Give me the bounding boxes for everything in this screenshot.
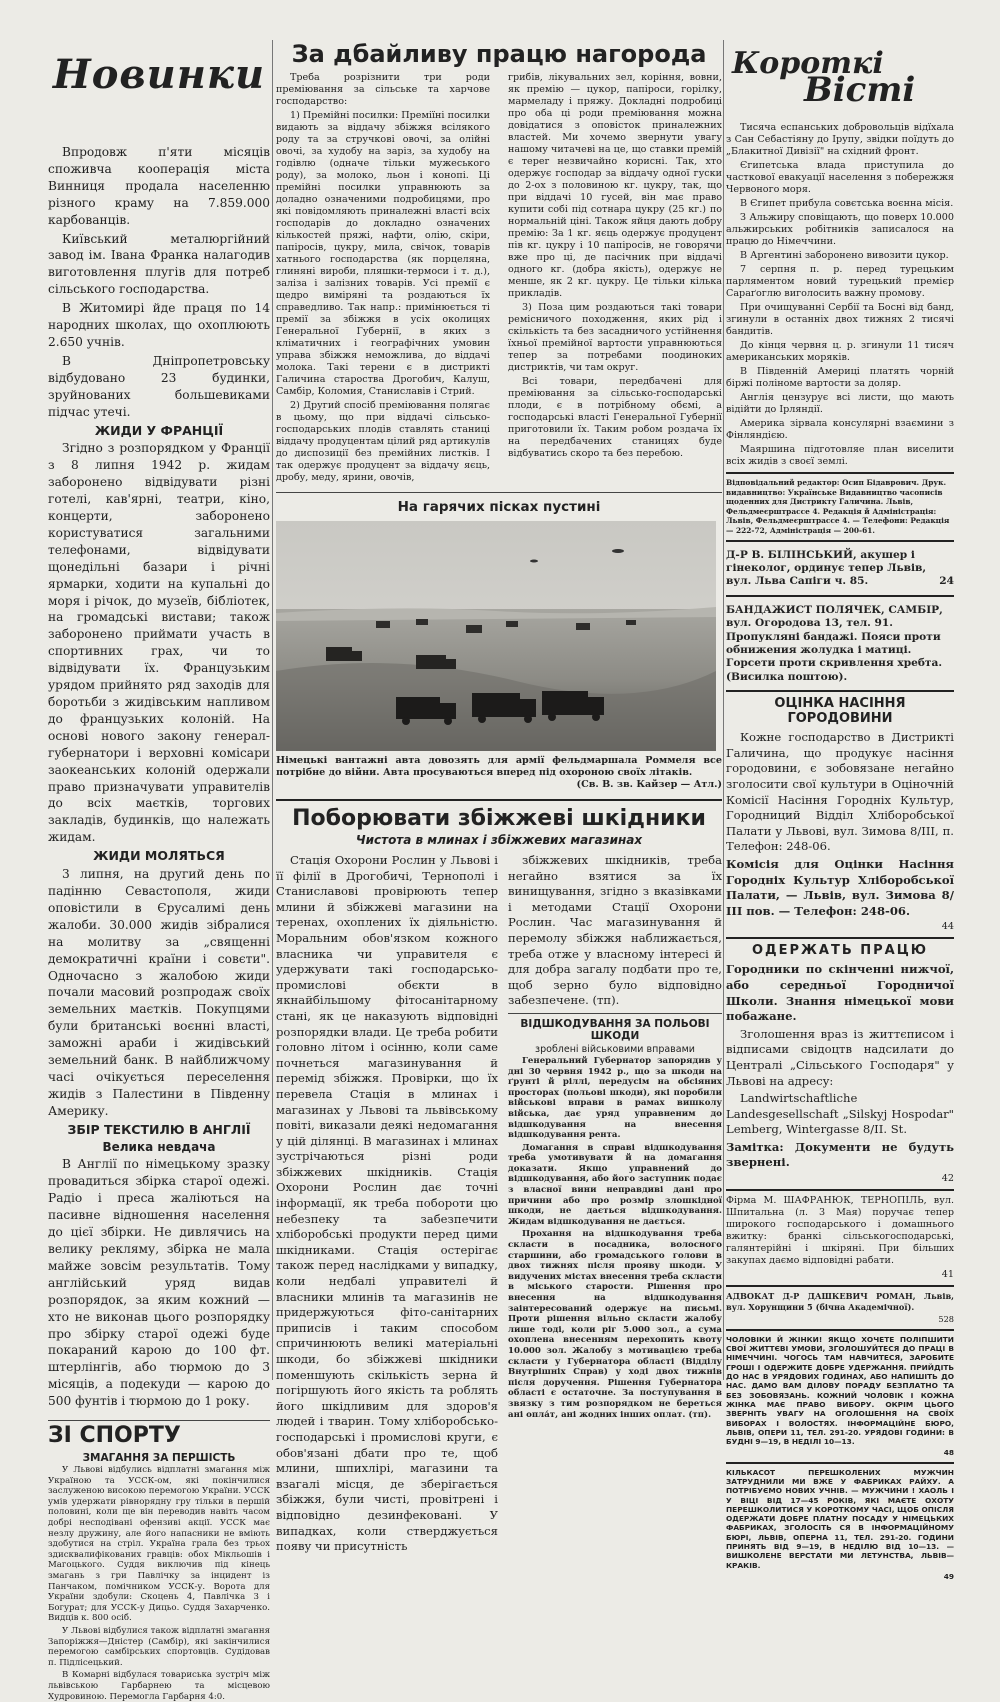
ad-job-subtitle: Городники по скінченні нижчої, або середньої Городничої Школи. Знання німецької мови побажане. xyxy=(726,962,954,1024)
sport-paragraph: У Львові відбулись відплатні змагання між Україною та УССК-ом, які покінчилися заслуженою високою перемогою України. УССК умів удержати рівнорядну гру тільки в першій половині, коли ще він переводив навіть часом добрі несподівані офензиві акції. УССК має незлу дружину, але його напасники не вміють здобутися на стріл. Україна грала без трьох здисквалифікованих гравців: обох Мікльошів і Магоцького. Суддя виключив під кінець змагань з гри Павлічку за інцидент із Панчаком, помічником УССК-у. Ворота для України здобули: Скоцень 4, Павлічка 3 і Богурат; для УССК-у Дицьо. Суддя Захарченко. Видців к. 800 осіб. xyxy=(48,1465,270,1624)
brief-news-item: Англія цензурує всі листи, що мають відійти до Ірляндії. xyxy=(726,392,954,415)
compensation-subtitle: зроблені військовими вправами xyxy=(535,1043,695,1055)
ad-job-title: ОДЕРЖАТЬ ПРАЦЮ xyxy=(751,943,929,959)
ad-job-address: Landwirtschaftliche Landesgesellschaft „Silskyj Hospodar" Lemberg, Wintergasse 8/II. St. xyxy=(726,1091,954,1137)
main-article-title: За дбайливу працю нагорода xyxy=(291,40,707,68)
main-paragraph: 2) Другий спосіб преміювання полягає в цьому, що при віддачі сільсько-господарських плодів ставлять станиці віддачу продуцентам цілий ряд артикулів до диспозиції без премійних листків. І так одержує продуцент за віддачу яєць, дробу, меду, ярини, овочів, xyxy=(276,400,490,483)
brief-news-item: Америка зірвала консулярні взаємини з Фінляндією. xyxy=(726,418,954,441)
ad-bilinsky-text: Д-Р В. БІЛІНСЬКИЙ, акушер і гінеколог, ординує тепер Львів, вул. Льва Сапіги ч. 85. xyxy=(726,548,927,588)
brief-news-item: Маяршина підготовляе план виселити всіх жидів з своєї землі. xyxy=(726,444,954,467)
brief-news-item: В Єгипет прибула совєтська воєнна місія. xyxy=(740,198,954,209)
section-heading: ЖИДИ МОЛЯТЬСЯ xyxy=(93,848,225,864)
brief-news-item: При очищуванні Сербії та Босні від банд, згинули в останніх двох тижнях 2 тисячі бандитів. xyxy=(726,302,954,337)
novynky-paragraph: В Дніпропетровську відбудовано 23 будинки, зруйнованих большевиками підчас утечі. xyxy=(48,353,270,419)
section-subheading: Велика невдача xyxy=(102,1139,216,1154)
ad-number: 41 xyxy=(941,1269,954,1281)
sport-subheading: ЗМАГАННЯ ЗА ПЕРШІСТЬ xyxy=(82,1452,236,1465)
main-paragraph: 1) Премійні посилки: Преміїні посилки видають за віддачу збіжжя всілякого роду та за стручкові овочі, за олійні овочі, за худобу на заріз, за худобу на годівлю (одначе тільки мужеського роду), за молоко, льон і конопі. Ці премійні посилки управнюють за доладно означеними подробицями, про які повідомляють приналежні власті всіх господарів до докладно означених кількостей пряжі, нафти, олію, скіри, папіросів, цукру, мила, свічок, товарів хатнього господарства (як порцеляна, глиняні вироби, пляшки-термоси і т. д.), заліза і залізних товарів. Усі премії є щедро виміряні та роздаються їх справедливо. Так напр.: примінюється ті премії за збіжжя в усіх околицях Генеральної Губернії, в яких з кліматичних і географічних умовин управа збіжжя неможлива, до віддачі молока. Такі терени є в дистрикті Галичина староства Дрогобич, Калуш, Самбір, Коломия, Станиславів і Стрий. xyxy=(276,110,490,397)
ad-seed-contact: Комісія для Оцінки Насіння Городніх Культур Хліборобської Палати, — Львів, вул. Зимова 8/ІІІ пов. — Телефон: 248-06. xyxy=(726,856,954,918)
compensation-paragraph: Прохання на відшкодування треба скласти в посадника, волосного старшини, або громадського голови в двох тижнях після прояву шкоди. У видучених містах внесення треба скласти в міського старости. Рішення про внесення на відшкодування заінтересований одержує на письмі. Проти рішення вільно скласти жалобу лише тоді, коли ріг 5.000 зол., а сума охоплена внесенням перехопить квоту 10.000 зол. Жалобу з мотивацією треба скласти у Губернатора області (Відділу Внутрішніх Справ) у ході двох тижнів після доручення. Рішення Губернатора області є остаточне. За поступування в звязку з тим розпорядком не береться ані опла́т, ані жодних інших оплат. (тп). xyxy=(508,1229,722,1420)
ad-job-text: Зголошення враз із життєписом і відписами свідоцтв надсилати до Централі „Сільського Господаря" у Львові на адресу: xyxy=(726,1026,954,1088)
briefs-list xyxy=(726,122,954,468)
ad-shafranyuk: Фірма М. ШАФРАНЮК, ТЕРНОПІЛЬ, вул. Шпитальна (л. 3 Мая) поручає тепер широкого господарського і домашнього вжитку: бранкі сільськогосподарські, галянтерійні і шкіряні. При більших закупах даємо відповідні рабати. xyxy=(726,1195,954,1267)
desert-trucks-photo xyxy=(276,521,716,751)
ad-polyachek: БАНДАЖИСТ ПОЛЯЧЕК, САМБІР, вул. Огородова 13, тел. 91. Пропукляні бандажі. Пояси проти обнижения жолудка і матиці. Горсети проти скривлення хребта. (Висилка поштою). xyxy=(726,603,943,683)
main-paragraph: Треба розрізнити три роди преміювання за сільське та харчове господарство: xyxy=(276,72,490,107)
briefs-title-line1: Короткі xyxy=(732,46,884,81)
sport-paragraph: У Львові відбулися також відплатні змагання Запоріжжя—Дністер (Самбір), які закінчилися перемогою самбірських спортовців. Судідовав п. Підлісецький. xyxy=(48,1625,270,1668)
briefs-title-line2: Вісті xyxy=(804,70,916,110)
main-paragraph: Всі товари, передбачені для преміювання за сільсько-господарські плоди, є в потрібному обємі, а господарські власті Генеральної Губернії приготовили їх. Таким робом роздача їх на передбачених станицях буде відбуватись скоро та без перебою. xyxy=(508,376,722,459)
ad-number: 24 xyxy=(939,575,954,588)
ad-number: 42 xyxy=(941,1173,954,1185)
ad-work-germany: ЧОЛОВІКИ Й ЖІНКИ! ЯКЩО ХОЧЕТЕ ПОЛІПШИТИ СВОЇ ЖИТТЄВІ УМОВИ, ЗГОЛОШУЙТЕСЯ ДО ПРАЦІ В НІМЕЧЧИНІ. ЧОГОСЬ ТАМ НАВЧИТЕСЯ, ЗАРОБИТЕ ГРОШІ І ОДЕРЖИТЕ ДОБРЕ УДЕРЖАННЯ. ПРИЙДІТЬ ДО НАС В УРЯДОВИХ ГОДИНАХ, АБО НАПИШІТЬ ДО НАС. ДАМО ВАМ ДІЛОВУ ПОРАДУ БЕЗПЛАТНО ТА БЕЗ ЗОБОВЯЗАНЬ. КОЖНИЙ ЧОЛОВІК І КОЖНА ЖІНКА МАЄ ПРАВО ВИБОРУ. ОКРІМ ЦЬОГО ЗВЕРНІТЬ УВАГУ НА ОГОЛОШЕННЯ НА СВОЇХ ВИБОРАХ І ВОЛОСТЯХ. ІНФОРМАЦІЙНЕ БЮРО, ЛЬВІВ, ОПЕРИ 11, ТЕЛ. 291-20. УРЯДОВІ ГОДИНИ: В БУДНІ 9—19, В НЕДІЛІ 10—13. xyxy=(726,1334,954,1447)
pests-subtitle: Чистота в млинах і збіжжевих магазинах xyxy=(355,833,643,847)
novynky-paragraph: В Англії по німецькому зразку провадиться збірка старої одежі. Радіо і преса жаліються на пасивне відношення населення до цієї збірки. Не дивлячись на велику рекляму, збірка не мала майже зовсім результатів. Тому англійський уряд видав розпорядок, за яким кожний — хто не виконав цього розпорядку про збірку старої одежі буде покараний карою до 100 фт. штерлінгів, або тюрмою до 3 місяців, а подекуди — карою до 500 фунтів і тюрмою до 1 року. xyxy=(48,1157,270,1409)
ad-seed-title: ОЦІНКА НАСІННЯ ГОРОДОВИНИ xyxy=(774,696,906,727)
pests-title: Поборювати збіжжеві шкідники xyxy=(292,806,706,831)
sport-title: ЗІ СПОРТУ xyxy=(48,1420,270,1448)
ad-number: 528 xyxy=(938,1314,954,1325)
ad-retraining: КІЛЬКАСОТ ПЕРЕШКОЛЕНИХ МУЖЧИН ЗАТРУДНИЛИ МИ ВЖЕ У ФАБРИКАХ РАЙХУ. А ПОТРІБУЄМО НОВИХ УЧНІВ. — МУЖЧИНИ ! ХАОЛЬ І У ВІЦІ ВІД 17—45 РОКІВ, ЯКІ МАЄТЕ ОХОТУ ПЕРЕШКОЛИТИСЯ У КОРОТКОМУ ЧАСІ, ЩОБ ОПІСЛЯ ОДЕРЖАТИ ДОБРЕ ПЛАТНУ ПОСАДУ У НІМЕЦЬКИХ ФАБРИКАХ, ЗГОЛОСІТЬ СЯ В ІНФОРМАЦІЙНОМУ БЮРІ, ЛЬВІВ, ОПЕРНА 11, ТЕЛ. 291-20. ГОДИНИ ПРИНЯТЬ ВІД 9—19, В НЕДІЛЮ ВІД 10—13. — ВИШКОЛЕНЕ ВЕРСТАТИ МИ ЛЕТУНСТВА, ЛЬВІВ—КРАКІВ. xyxy=(726,1467,954,1570)
compensation-title: ВІДШКОДУВАННЯ ЗА ПОЛЬОВІ ШКОДИ xyxy=(520,1017,710,1042)
brief-news-item: Тисяча еспанських добровольців відїхала з Сан Себастіяну до Ірупу, звідки поїдуть до „Блакитної Дивізії" на східний фронт. xyxy=(726,122,954,157)
ad-number: 48 xyxy=(943,1448,954,1458)
pests-paragraph: Стація Охорони Рослин у Львові і її філії в Дрогобичі, Тернополі і Станиславові провірюють тепер млини й збіжжеві магазини на теренах, охоплених їх діяльністю. Моральним обов'язком кожного власника чи управителя є удержувати такі господарсько-промислові обєкти в якнайбільшому фітосанітарному стані, як це наказують відповідні розпорядки влади. Це треба робити головно літом і осінню, коли саме почнеться магазинування й перемід збіжжя. Провірки, що їх перевела Стація в млинах і магазинах у Львові та львівському повіті, виказали деякі недомагання у цій ділянці. В магазинах і млинах зустрічаються різні роди збіжжевих шкідників. Стація Охорони Рослин дає точні інформації, як треба побороти цю небезпеку та забезпечити хліборобські продукти перед цими шкідниками. Стація остерігає також перед наслідками у випадку, коли недбалі управителі й власники млинів та магазинів не придержуються фіто-санітарних приписів і таким способом спричинюють великі матеріальні шкоди, бо збіжжеві шкідники поменшують скількість зерна й погіршують його якість та роблять його шкідливим для здоров'я людей і тварин. Тому хліборобсько-господарські і промислові круги, є обов'язані дбати про те, щоб млини, шпихлірі, магазини та взагалі місця, де зберігається збіжжя, були чисті, провітрені і відповідно дезинфековані. У випадках, коли стверджується появу чи присутність xyxy=(276,853,498,1554)
brief-news-item: Єгипетська влада приступила до часткової евакуації населення з побережжя Червоного моря. xyxy=(726,160,954,195)
photo-title: На гарячих пісках пустині xyxy=(397,499,601,515)
masthead: Відповідальний редактор: Осип Бідаврович. Друк. видавництво: Українське Видавництво часописів щоденних для Дистрикту Галичина. Львів, Фельдмеєрштрассе 4. Редакція й Адміністрація: Львів, Фельдмеєрштрассе 4. — Телефони: Редакція — 222-72, Адміністрація — 200-61. xyxy=(726,478,950,535)
sport-paragraph: В Комарні відбулася товариська зустріч між львівською Гарбарнею та місцевою Худровиною. Перемогла Гарбарня 4:0. xyxy=(48,1670,270,1702)
column-rule xyxy=(723,40,724,1380)
ad-job-note: Замітка: Документи не будуть звернені. xyxy=(726,1139,954,1170)
photo-caption: Німецькі вантажні авта довозять для армії фельдмаршала Роммеля все потрібне до війни. Авта просуваються вперед під охороною своїх літаків. xyxy=(276,755,722,778)
ad-dashkevych: АДВОКАТ Д-Р ДАШКЕВИЧ РОМАН, Львів, вул. Хорунщини 5 (бічна Академічної). xyxy=(726,1291,954,1312)
main-article-body xyxy=(276,72,722,486)
brief-news-item: До кінця червня ц. р. згинули 11 тисяч американських моряків. xyxy=(726,340,954,363)
main-paragraph: 3) Поза цим роздаються такі товари ремісничого походження, яких рід і скількість та без засадничого устійнення їхньої премійної вартости управнюються тепер за потребами поодиноких дистриктів, чи там округ. xyxy=(508,302,722,373)
novynky-paragraph: Згідно з розпорядком у Франції з 8 липня 1942 р. жидам заборонено відвідувати різні готелі, кав'ярні, театри, кіно, концерти, заборонено користуватися загальними телефонами, відвідувати щонедільні базари і річні ярмарки, ходити на купальні до моря і річок, до музеїв, бібліотек, на громадські вистави; також заборонено приймати участь в спортивних грах, чи то відвідувати їх. Французьким урядом прийнято ряд заходів для боротьби з жидівським напливом до французьких колоній. На основі нового закону генерал-губернатори і верховні комісари заокеанських колоній одержали право призначувати управителів до всіх маєтків, торгових закладів, будинків, що належать жидам. xyxy=(48,441,270,845)
briefs-title xyxy=(726,42,954,108)
left-column xyxy=(48,40,270,1702)
ad-number: 49 xyxy=(943,1571,954,1581)
novynky-paragraph: 3 липня, на другий день по падінню Севастополя, жиди оповістили в Єрусалимі день жалоби. 30.000 жидів зібралися на молитву за „священні демократичні країни і совєти". Одночасно з жалобою жиди почали масовий розпродаж своїх земельних маєтків. Покупцями були британські воєнні власті, заможні араби і жидівський земельний банк. В найближчому часі очікується переселення жидів з Палестини в Південну Америку. xyxy=(48,867,270,1118)
right-column xyxy=(726,40,954,1581)
brief-news-item: 7 серпня п. р. перед турецьким парляментом новий турецький премієр Сараґоглю виголосить важну промову. xyxy=(726,264,954,299)
brief-news-item: З Альжиру сповіщають, що поверх 10.000 альжирських робітників записалося на працю до Німеччини. xyxy=(726,212,954,247)
novynky-paragraph: Київський металюргійний завод ім. Івана Франка налагодив виготовлення плугів для потреб сільського господарства. xyxy=(48,231,270,297)
novynky-title: Новинки xyxy=(52,51,266,98)
section-heading: ЗБІР ТЕКСТИЛЮ В АНГЛІЇ xyxy=(67,1121,251,1137)
novynky-paragraph: В Житомирі йде праця по 14 народних школах, що охоплюють 2.650 учнів. xyxy=(48,301,270,349)
novynky-paragraph: Впродовж п'яти місяців споживча кооперація міста Винниця продала населенню різного краму на 7.859.000 карбованців. xyxy=(48,145,270,227)
brief-news-item: В Аргентині заборонено вивозити цукор. xyxy=(740,250,949,261)
ad-seed-text: Кожне господарство в Дистрикті Галичина, що продукує насіння городовини, є зобовязане негайно зголосити свої культури в Оціночній Комісії Насіння Городніх Культур, Городниций Відділ Хліборобської Палати у Львові, вул. Зимова 8/ІІІ, п. Телефон: 248-06. xyxy=(726,730,954,854)
main-paragraph: грибів, лікувальних зел, коріння, вовни, як премію — цукор, папіроси, горілку, мармеладу і пряжу. Докладні подробиці про оба ці роди преміювання можна довідатися з оповісток приналежних властей. Ми хочемо звернути увагу нашому читачеві на це, що ставки премій є теper незвичайно корисні. Так, хто одержує господар за віддачу одної гуски до 2-ох з половиною кг. цукру, так, що при віддачі 10 гусей, він має право купити собі під сотнара цукру (25 кг.) по нормальній ціні. Також яйця дають добру премію: За 1 кг. яєць одержує продуцент пів кг. цукру і 10 папіросів, не говорячи вже про ці, де пасічник при віддачі одного кг. (добра якість), одержує не менше, як 2 кг. цукру. Це тільки кілька прикладів. xyxy=(508,72,722,299)
pests-paragraph: збіжжевих шкідників, треба негайно взятися за їх винищування, згідно з вказівками і методами Стації Охорони Рослин. Час магазинування й перемолу збіжжя наближається, треба отже у власному інтересі й для добра загалу подбати про те, щоб зерно було відповідно забезпечене. (тп). xyxy=(508,853,722,1008)
ad-bilinsky xyxy=(726,546,954,591)
brief-news-item: В Південній Америці платять чорній біржі поліноме вартости за доляр. xyxy=(726,366,954,389)
compensation-paragraph: Генеральний Губернатор запорядив у дні 30 червня 1942 р., що за шкоди на ґрунті й ріллі, передусім на обсіяних просторах (польові шкоди), які поробили військові вправи в рамах вишколу війська, дає уряд управненим до відшкодування на внесення відшкодування рента. xyxy=(508,1055,722,1141)
middle-column xyxy=(276,38,722,1554)
pests-body xyxy=(276,853,722,1557)
section-heading: ЖИДИ У ФРАНЦІЇ xyxy=(94,422,224,438)
column-rule xyxy=(272,40,273,1380)
ad-number: 44 xyxy=(941,921,954,933)
compensation-paragraph: Домагання в справі відшкодування треба умотивувати й на домагання доказати. Якщо управнений до відшкодування, або його заступник подає з власної вини неправдиві дані про причини або про розмір злошкідної шкоди, не дається відшкодування. Жидам відшкодування не дається. xyxy=(508,1142,722,1227)
photo-credit: (Св. В. зв. Кайзер — Атл.) xyxy=(576,779,722,790)
